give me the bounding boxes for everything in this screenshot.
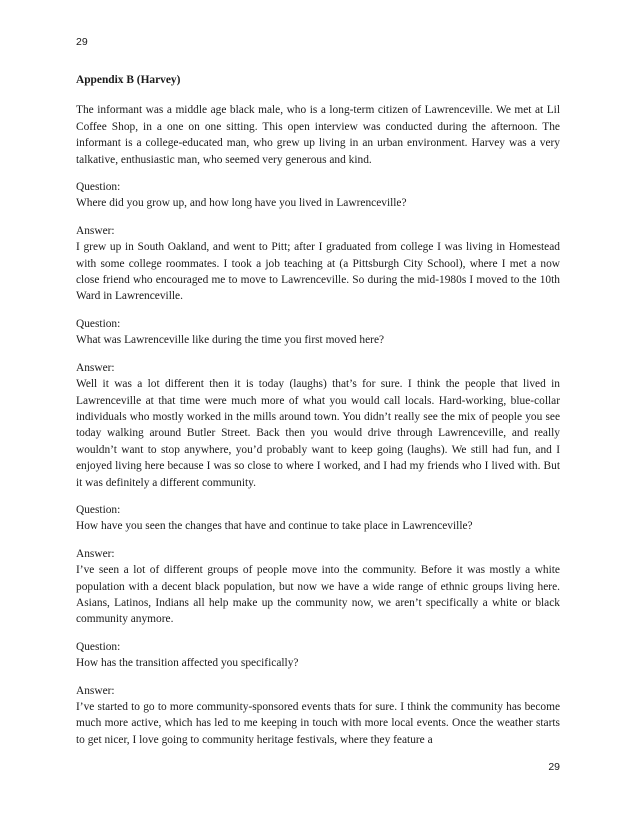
qa-block <box>76 179 560 212</box>
qa-label: Question: <box>76 640 121 653</box>
qa-block <box>76 546 560 628</box>
qa-text: I’ve seen a lot of different groups of people move into the community. Before it was mostly a white population with a decent black population, but now we have a wide range of ethnic groups living here. Asians, Latinos, Indians all help make up the community now, we aren’t specifically a white or black community anymore. <box>76 564 560 626</box>
qa-label: Question: <box>76 317 121 330</box>
qa-text: How have you seen the changes that have and continue to take place in Lawrenceville? <box>76 520 473 533</box>
qa-block <box>76 683 560 749</box>
qa-block <box>76 223 560 305</box>
qa-label: Question: <box>76 181 121 194</box>
qa-label: Answer: <box>76 224 115 237</box>
qa-label: Question: <box>76 503 121 516</box>
qa-block <box>76 639 560 672</box>
document-body <box>76 72 560 759</box>
qa-text: I’ve started to go to more community-sponsored events thats for sure. I think the community has become much more active, which has led to me keeping in touch with more local events. Once the weather starts to get nicer, I love going to community heritage festivals, where they feature a <box>76 701 560 746</box>
qa-label: Answer: <box>76 361 115 374</box>
qa-block <box>76 316 560 349</box>
qa-label: Answer: <box>76 547 115 560</box>
qa-text: Where did you grow up, and how long have you lived in Lawrenceville? <box>76 197 407 210</box>
qa-label: Answer: <box>76 684 115 697</box>
appendix-title: Appendix B (Harvey) <box>76 74 181 86</box>
qa-text: What was Lawrenceville like during the time you first moved here? <box>76 334 385 347</box>
intro-paragraph: The informant was a middle age black male, who is a long-term citizen of Lawrenceville. We met at Lil Coffee Shop, in a one on one sitting. This open interview was conducted during the afternoon. The informant is a college-educated man, who grew up living in an urban environment. Harvey was a very talkative, enthusiastic man, who seemed very generous and kind. <box>76 104 560 166</box>
page-number-bottom: 29 <box>548 761 560 773</box>
qa-block <box>76 360 560 491</box>
qa-text: I grew up in South Oakland, and went to Pitt; after I graduated from college I was living in Homestead with some college roommates. I took a job teaching at (a Pittsburgh City School), where I met a now close friend who encouraged me to move to Lawrenceville. So during the mid-1980s I moved to the 10th Ward in Lawrenceville. <box>76 241 560 303</box>
qa-block <box>76 502 560 535</box>
page-number-top: 29 <box>76 36 88 48</box>
qa-text: How has the transition affected you specifically? <box>76 657 299 670</box>
qa-text: Well it was a lot different then it is today (laughs) that’s for sure. I think the people that lived in Lawrenceville at that time were much more of what you would call locals. Hard-working, blue-collar individuals who mostly worked in the mills around town. You didn’t really see the mix of people you see today walking around Butler Street. Back then you would drive through Lawrenceville, and really wouldn’t want to stop anywhere, you’d probably want to keep going (laughs). We still had fun, and I enjoyed living here because I was so close to where I worked, and I had my friends who I lived with. But it was definitely a different community. <box>76 378 560 489</box>
